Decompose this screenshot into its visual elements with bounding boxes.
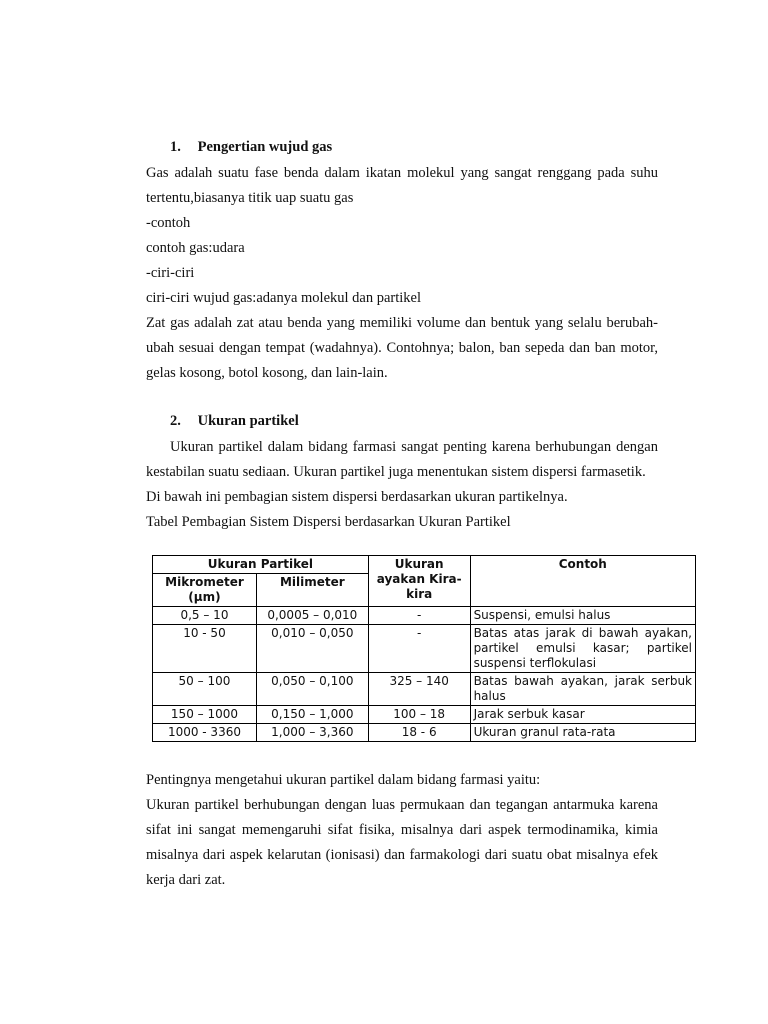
cell-micrometer: 150 – 1000 [153,706,257,724]
header-micrometer: Mikrometer (µm) [153,574,257,607]
cell-sieve: 325 – 140 [368,673,470,706]
cell-millimeter: 0,150 – 1,000 [256,706,368,724]
characteristics-label: -ciri-ciri [146,265,195,281]
cell-millimeter: 0,050 – 0,100 [256,673,368,706]
cell-micrometer: 1000 - 3360 [153,724,257,742]
cell-example: Jarak serbuk kasar [470,706,695,724]
dispersion-intro-text: Di bawah ini pembagian sistem dispersi berdasarkan ukuran partikelnya. [146,489,568,505]
dispersion-table [152,555,696,742]
document-content [146,136,692,893]
table-row [153,724,696,742]
cell-sieve: - [368,625,470,673]
section-2-number: 2. [170,413,181,429]
table-header-row [153,556,696,574]
section-2-heading [146,410,658,432]
cell-example: Suspensi, emulsi halus [470,607,695,625]
cell-sieve: 100 – 18 [368,706,470,724]
cell-micrometer: 10 - 50 [153,625,257,673]
cell-millimeter: 1,000 – 3,360 [256,724,368,742]
header-particle-size: Ukuran Partikel [153,556,369,574]
example-text: contoh gas:udara [146,240,245,256]
cell-sieve: - [368,607,470,625]
header-millimeter: Milimeter [256,574,368,607]
cell-example: Batas atas jarak di bawah ayakan, partikel emulsi kasar; partikel suspensi terflokulasi [470,625,695,673]
importance-intro-text: Pentingnya mengetahui ukuran partikel dalam bidang farmasi yaitu: [146,772,541,788]
particle-size-paragraph: Ukuran partikel dalam bidang farmasi sangat penting karena berhubungan dengan kestabilan suatu sediaan. Ukuran partikel juga menentukan sistem dispersi farmasetik. [146,439,658,480]
header-sieve-size: Ukuran ayakan Kira-kira [368,556,470,607]
section-1-title: Pengertian wujud gas [197,139,333,155]
example-label: -contoh [146,215,191,231]
table-row [153,625,696,673]
cell-micrometer: 0,5 – 10 [153,607,257,625]
importance-paragraph: Ukuran partikel berhubungan dengan luas permukaan dan tegangan antarmuka karena sifat ini sangat memengaruhi sifat fisika, misalnya dari aspek termodinamika, kimia misalnya dari aspek kelarutan (ionisasi) dan farmakologi dari suatu obat misalnya efek kerja dari zat. [146,797,658,888]
characteristics-text: ciri-ciri wujud gas:adanya molekul dan partikel [146,290,422,306]
table-row [153,673,696,706]
gas-definition-paragraph: Gas adalah suatu fase benda dalam ikatan molekul yang sangat renggang pada suhu tertentu,biasanya titik uap suatu gas [146,165,658,206]
header-example: Contoh [470,556,695,607]
cell-millimeter: 0,0005 – 0,010 [256,607,368,625]
section-2-title: Ukuran partikel [197,413,299,429]
table-row [153,706,696,724]
dispersion-table-wrapper [152,555,696,742]
cell-sieve: 18 - 6 [368,724,470,742]
cell-example: Batas bawah ayakan, jarak serbuk halus [470,673,695,706]
cell-micrometer: 50 – 100 [153,673,257,706]
section-1-heading [146,136,658,158]
cell-millimeter: 0,010 – 0,050 [256,625,368,673]
section-1-number: 1. [170,139,181,155]
table-caption: Tabel Pembagian Sistem Dispersi berdasarkan Ukuran Partikel [146,514,511,530]
table-row [153,607,696,625]
gas-substance-paragraph: Zat gas adalah zat atau benda yang memiliki volume dan bentuk yang selalu berubah-ubah sesuai dengan tempat (wadahnya). Contohnya; balon, ban sepeda dan ban motor, gelas kosong, botol kosong, dan lain-lain. [146,315,658,381]
cell-example: Ukuran granul rata-rata [470,724,695,742]
